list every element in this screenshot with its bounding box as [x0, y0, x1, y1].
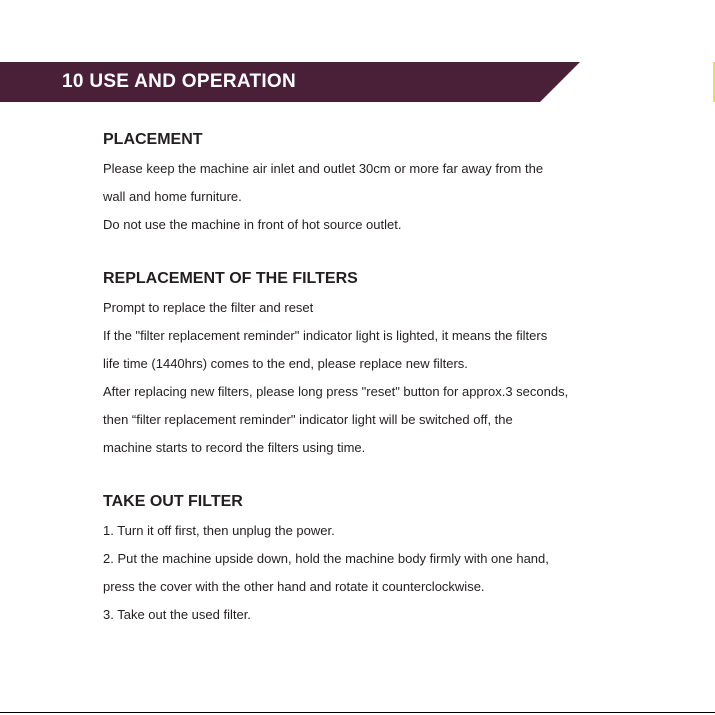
body-line: machine starts to record the filters using time. [103, 440, 366, 455]
step-line: press the cover with the other hand and rotate it counterclockwise. [103, 579, 485, 594]
body-line: After replacing new filters, please long press "reset" button for approx.3 seconds, [103, 384, 569, 399]
body-line: then “filter replacement reminder" indicator light will be switched off, the [103, 412, 513, 427]
take-out-filter-heading: TAKE OUT FILTER [103, 493, 243, 510]
body-line: life time (1440hrs) comes to the end, please replace new filters. [103, 356, 468, 371]
bottom-divider [0, 712, 715, 713]
step-line: 3. Take out the used filter. [103, 607, 251, 622]
placement-section [103, 130, 683, 239]
body-line: Do not use the machine in front of hot source outlet. [103, 217, 402, 232]
page-content [103, 130, 683, 629]
take-out-filter-section [103, 492, 683, 629]
body-line: Prompt to replace the filter and reset [103, 300, 314, 315]
replacement-section [103, 269, 683, 462]
section-title: 10 USE AND OPERATION [62, 71, 297, 92]
body-line: Please keep the machine air inlet and outlet 30cm or more far away from the [103, 161, 544, 176]
body-line: wall and home furniture. [103, 189, 242, 204]
step-line: 1. Turn it off first, then unplug the power. [103, 523, 335, 538]
placement-heading: PLACEMENT [103, 131, 203, 148]
body-line: If the "filter replacement reminder" indicator light is lighted, it means the filters [103, 328, 548, 343]
section-header-banner [0, 62, 580, 102]
replacement-heading: REPLACEMENT OF THE FILTERS [103, 270, 358, 287]
step-line: 2. Put the machine upside down, hold the machine body firmly with one hand, [103, 551, 549, 566]
